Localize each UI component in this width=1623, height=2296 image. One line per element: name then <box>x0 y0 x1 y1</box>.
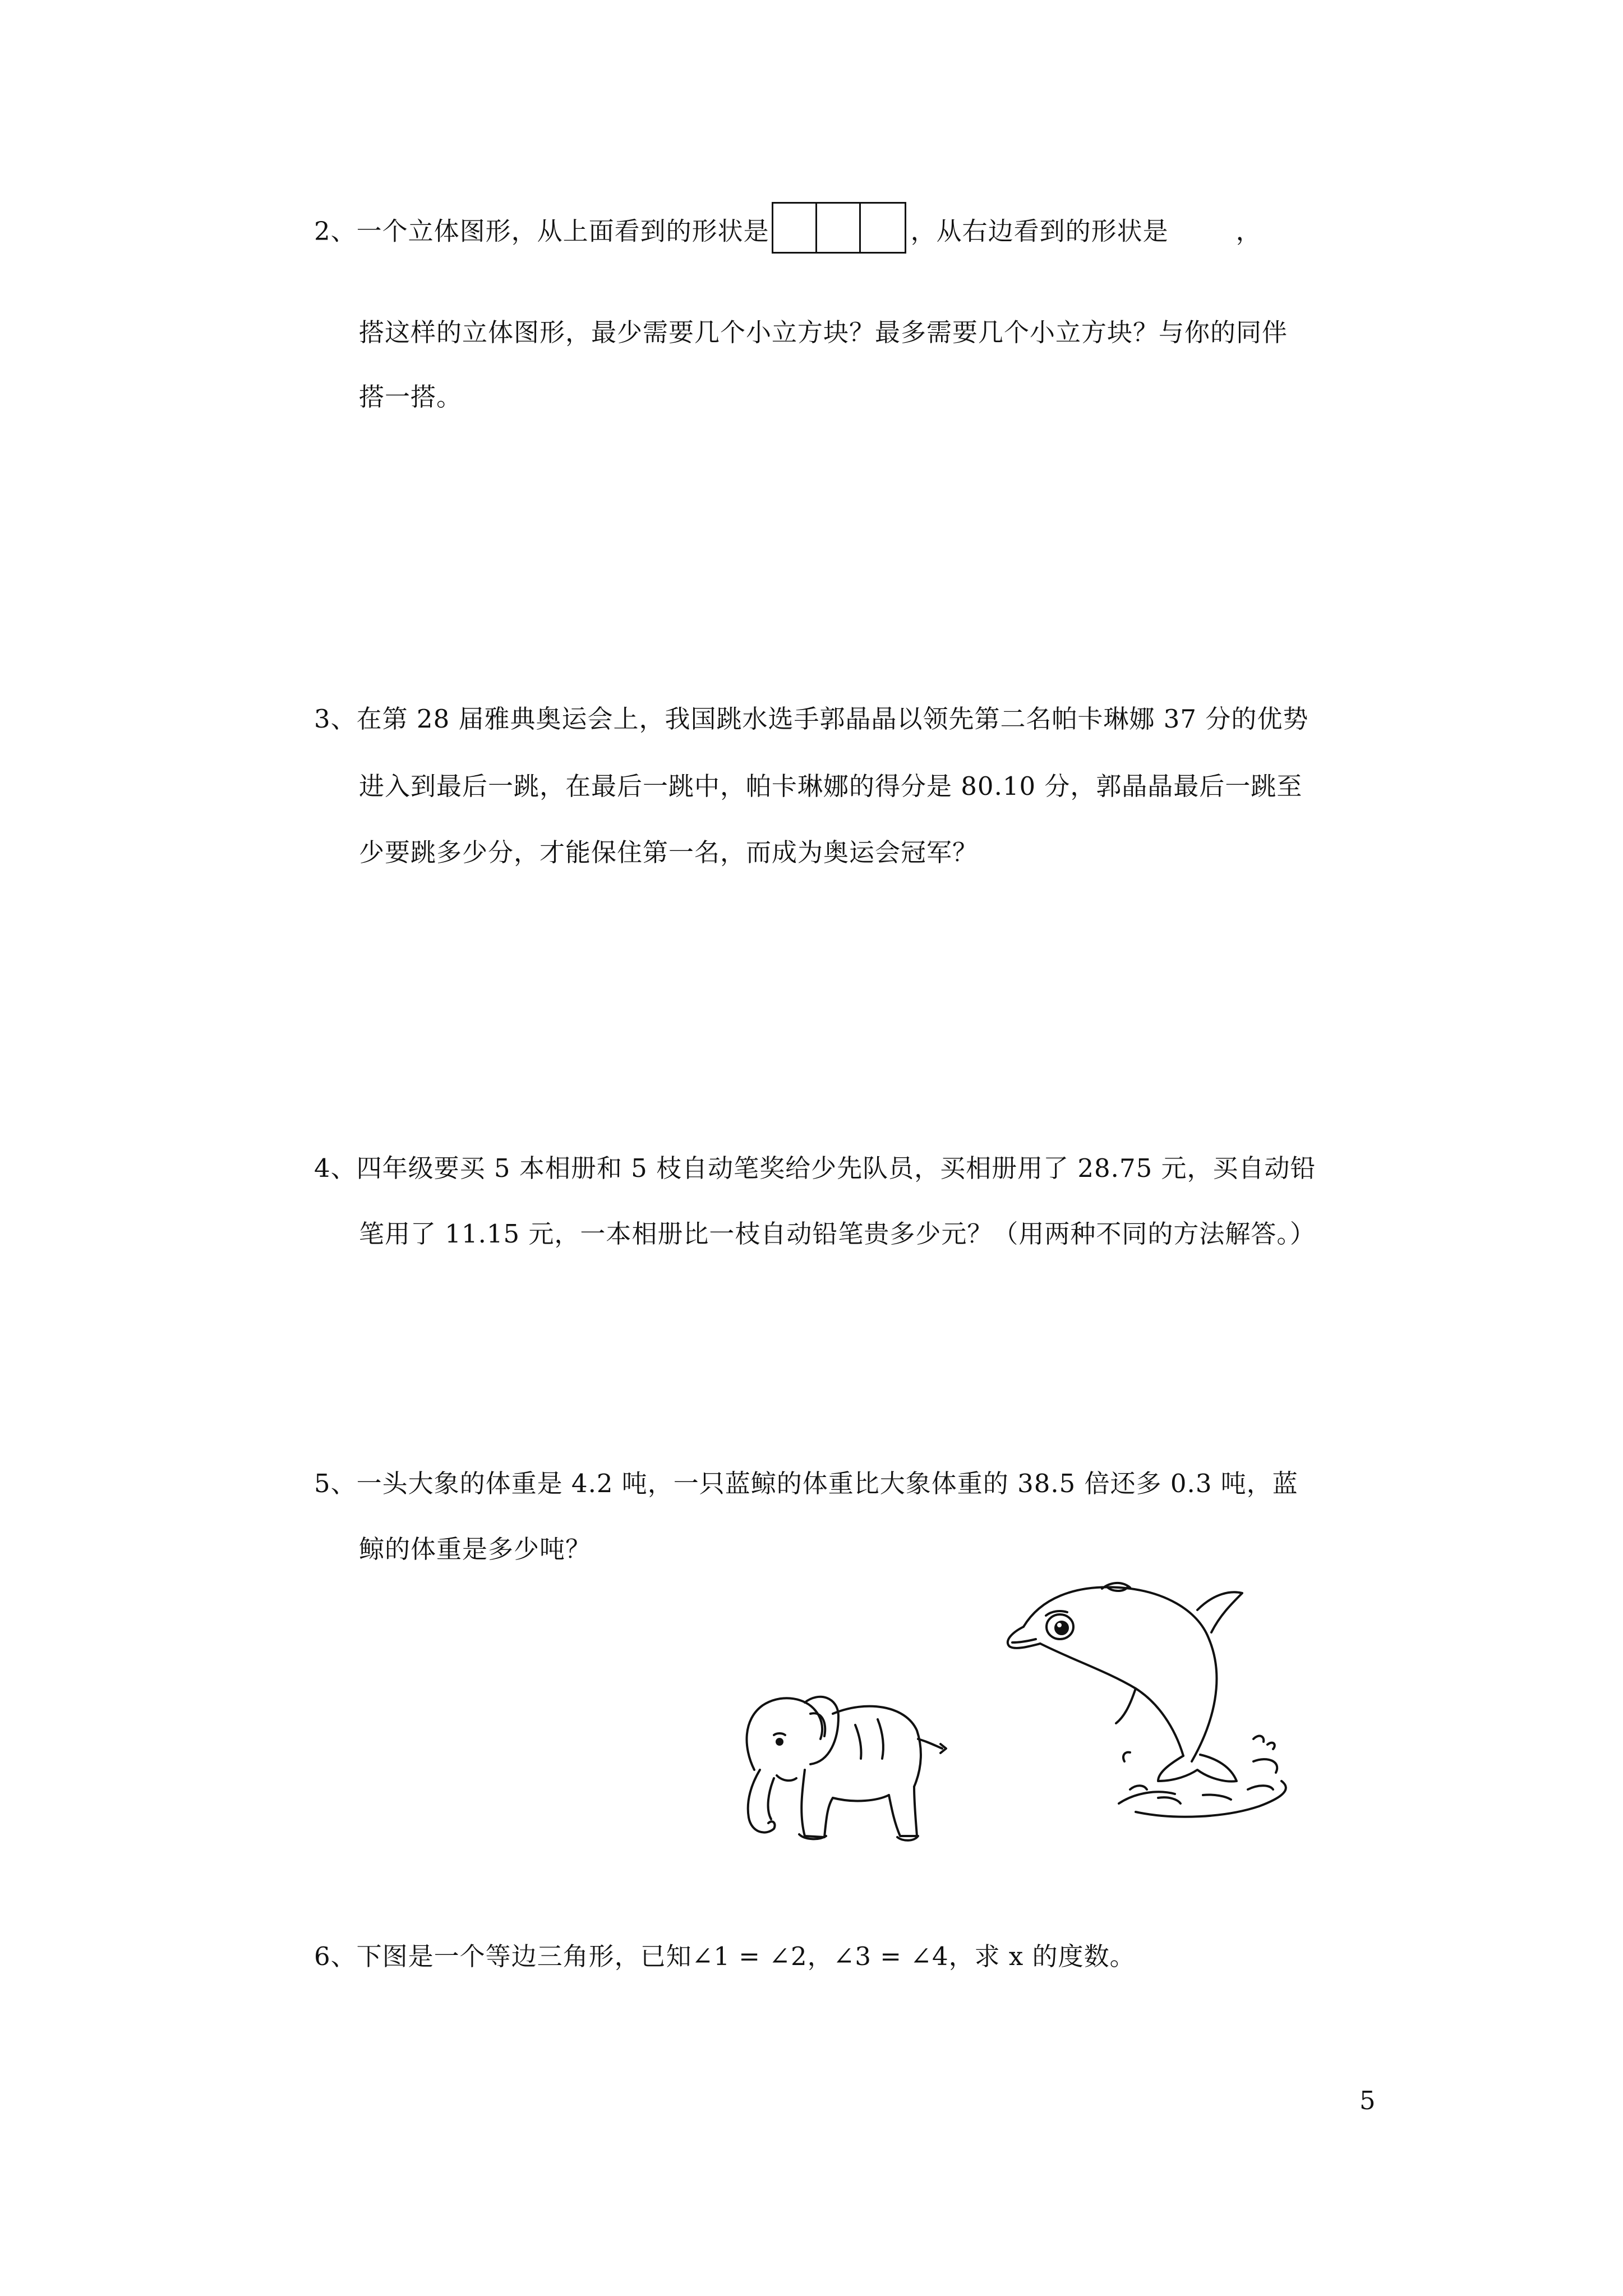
q6-line-1: 6、下图是一个等边三角形，已知∠1 = ∠2，∠3 = ∠4，求 x 的度数。 <box>314 1941 1136 1971</box>
q5-line-1: 5、一头大象的体重是 4.2 吨，一只蓝鲸的体重比大象体重的 38.5 倍还多 0.3 吨，蓝 <box>314 1469 1298 1498</box>
q2-line-1 <box>314 213 1262 254</box>
q4-line-2: 笔用了 11.15 元，一本相册比一枝自动铅笔贵多少元？（用两种不同的方法解答。） <box>359 1219 1316 1249</box>
q2-line-3: 搭一搭。 <box>359 382 463 412</box>
q3-line-3: 少要跳多少分，才能保住第一名，而成为奥运会冠军？ <box>359 838 979 867</box>
dolphin-illustration <box>990 1576 1377 1834</box>
top-view-shape <box>772 202 906 254</box>
q3-line-1: 3、在第 28 届雅典奥运会上，我国跳水选手郭晶晶以领先第二名帕卡琳娜 37 分的优势 <box>314 704 1309 734</box>
q2-text-a: 2、一个立体图形，从上面看到的形状是 <box>314 216 769 246</box>
q2-text-c: ， <box>1235 216 1262 246</box>
page-number: 5 <box>1359 2086 1376 2115</box>
q2-text-b: ，从右边看到的形状是 <box>910 216 1169 246</box>
q2-line-2: 搭这样的立体图形，最少需要几个小立方块？最多需要几个小立方块？与你的同伴 <box>359 318 1288 347</box>
q4-line-1: 4、四年级要买 5 本相册和 5 枝自动笔奖给少先队员，买相册用了 28.75 元，买自动铅 <box>314 1153 1316 1183</box>
q5-line-2: 鲸的体重是多少吨？ <box>359 1534 592 1564</box>
elephant-illustration <box>721 1686 962 1854</box>
q3-line-2: 进入到最后一跳，在最后一跳中，帕卡琳娜的得分是 80.10 分，郭晶晶最后一跳至 <box>359 771 1303 801</box>
